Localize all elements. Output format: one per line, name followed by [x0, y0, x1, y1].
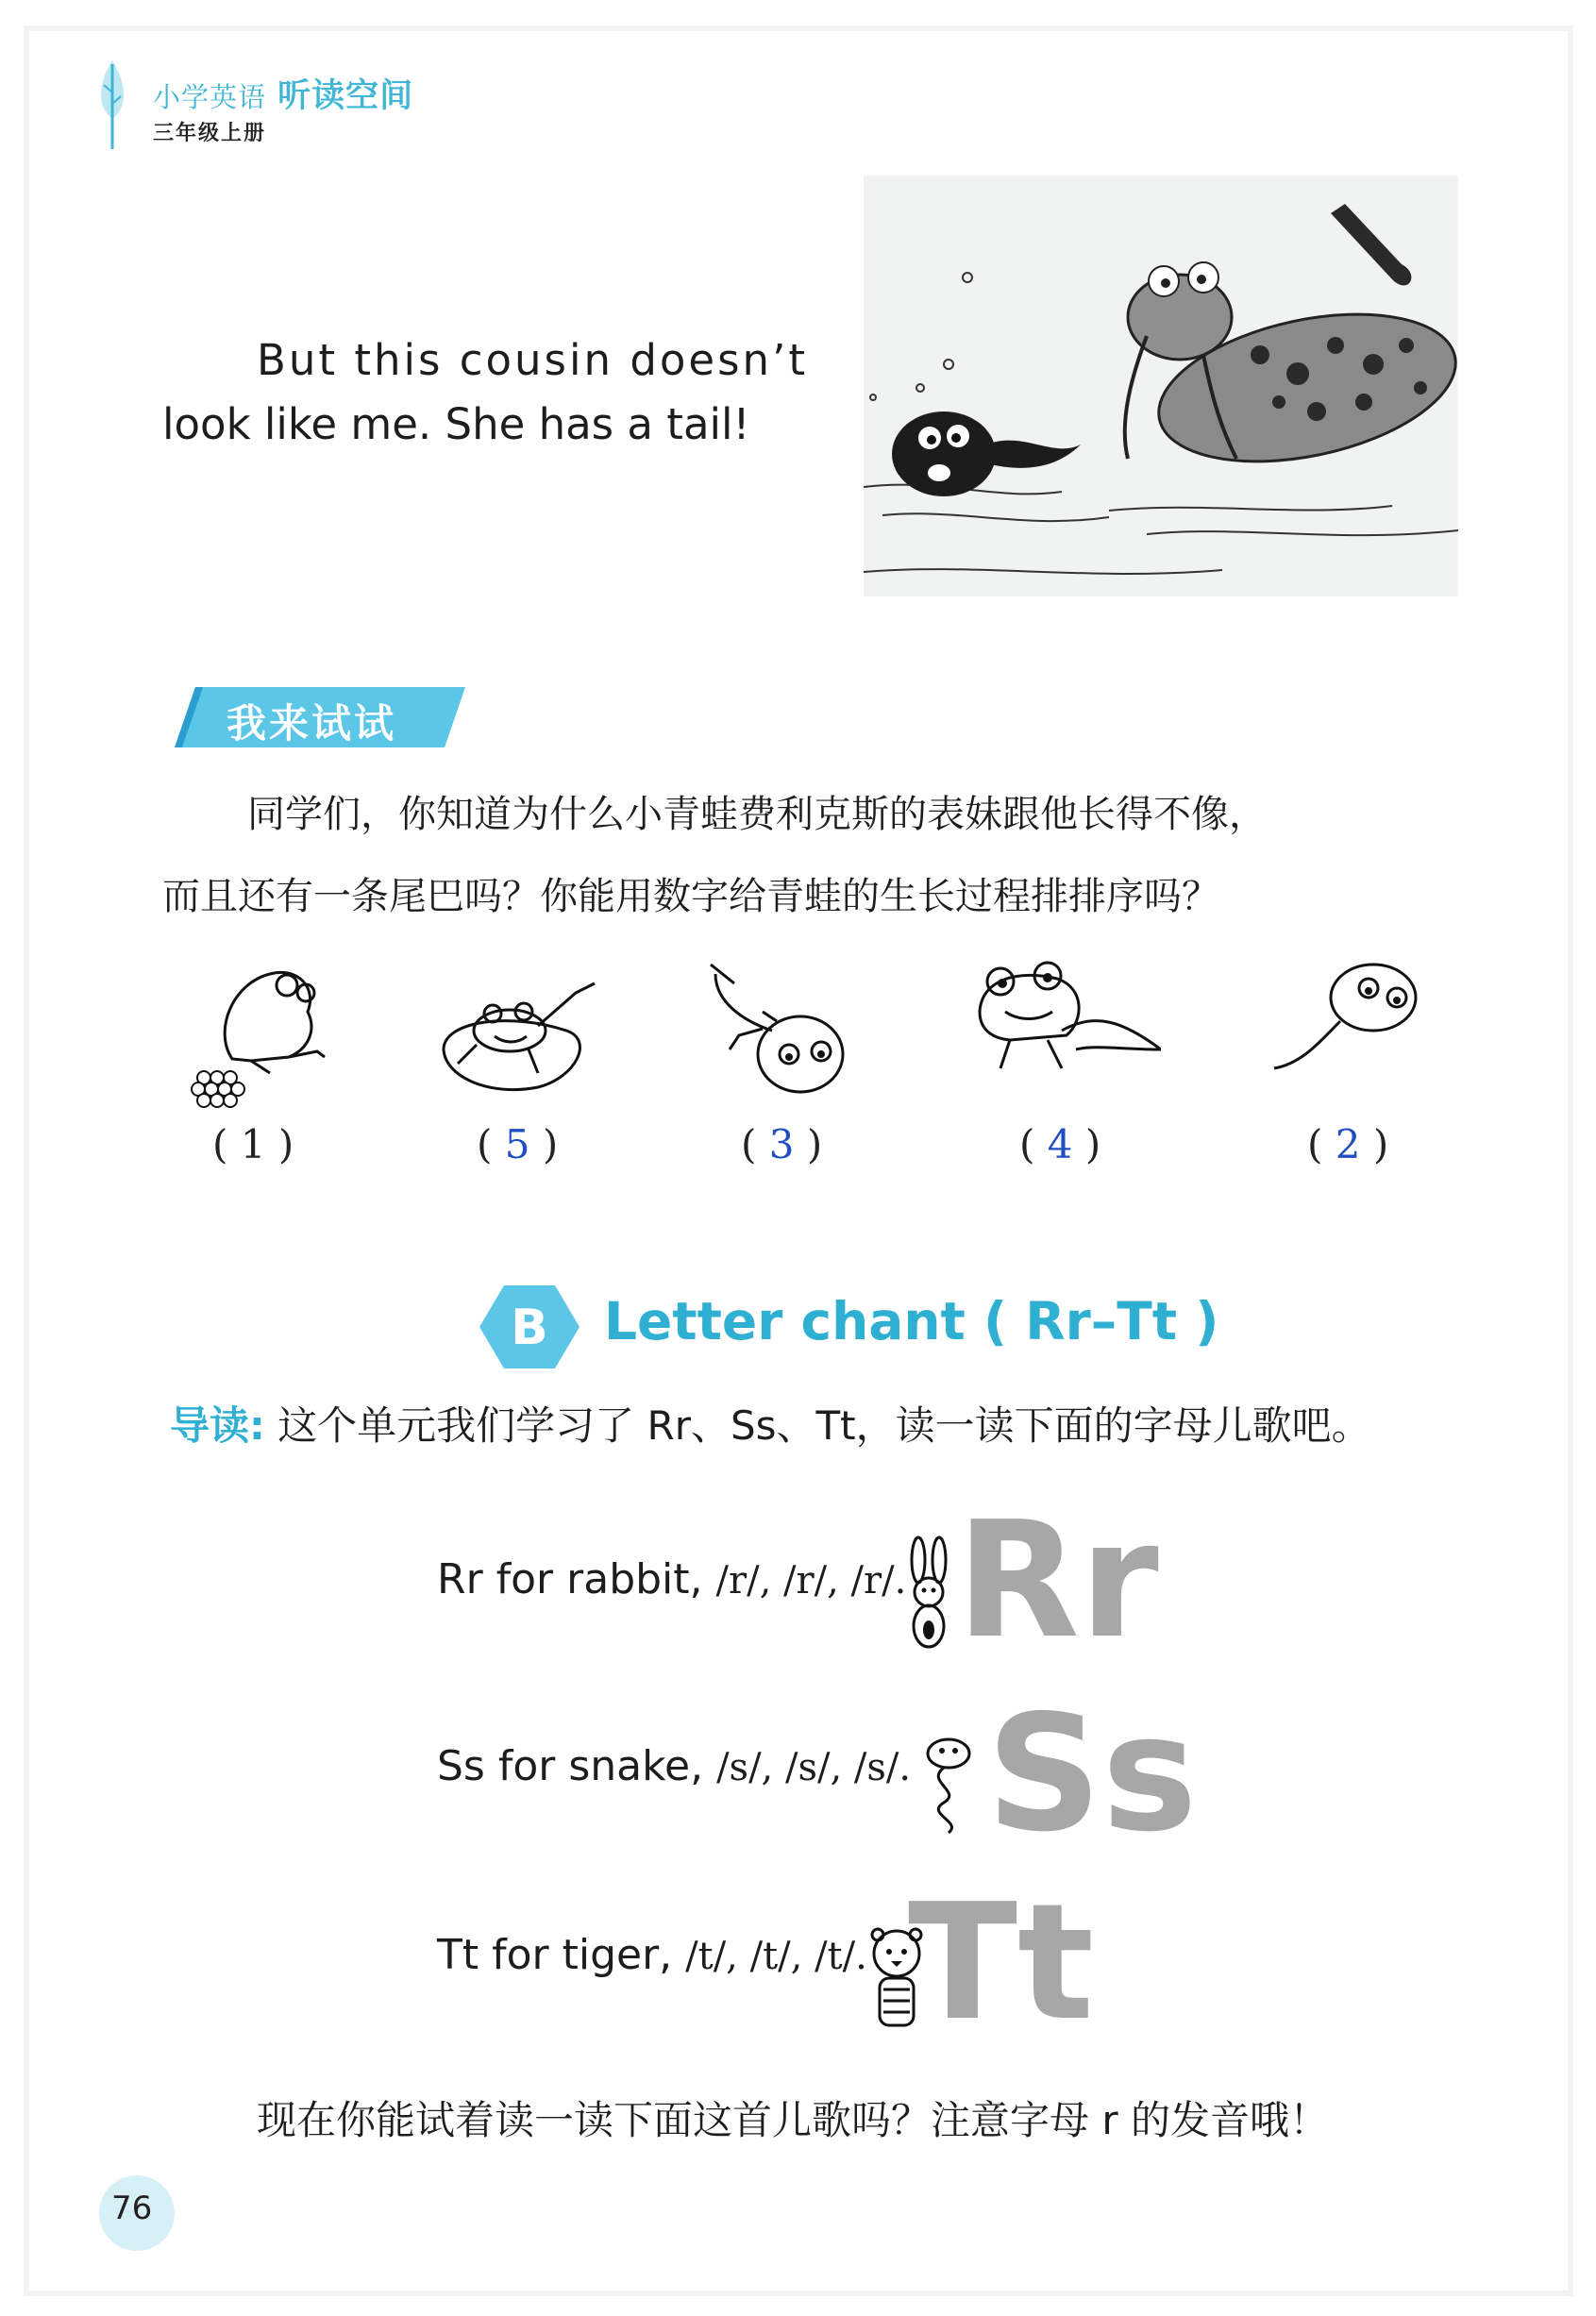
closing-instruction: 现在你能试着读一读下面这首儿歌吗？注意字母 r 的发音哦！: [257, 2097, 1329, 2143]
chant-text: Tt for tiger,: [437, 1931, 673, 1979]
task-line-2: 而且还有一条尾巴吗？你能用数字给青蛙的生长过程排排序吗？: [162, 875, 1219, 918]
series-title-part2: 听读空间: [277, 77, 414, 115]
part-b-badge: [479, 1284, 580, 1370]
letter-chant-title: Letter chant ( Rr–Tt ): [604, 1291, 1219, 1351]
frog-on-lily-pad-icon: [434, 946, 623, 1116]
grade-label: 三年级上册: [153, 122, 267, 145]
big-letters-rr: Rr: [956, 1487, 1159, 1674]
answer-value: 5: [504, 1121, 530, 1167]
chant-line-r: [437, 1555, 906, 1603]
guide-text: [170, 1395, 1371, 1452]
answer-3: ( 3 ): [741, 1121, 823, 1167]
series-title: [153, 70, 413, 117]
task-line-1: 同学们，你知道为什么小青蛙费利克斯的表妹跟他长得不像，: [247, 793, 1267, 836]
answer-2: ( 5 ): [477, 1121, 559, 1167]
chant-ipa: /t/, /t/, /t/.: [685, 1935, 867, 1978]
big-letters-ss: Ss: [986, 1681, 1198, 1868]
chant-text: Ss for snake,: [437, 1742, 704, 1790]
chant-ipa: /s/, /s/, /s/.: [716, 1746, 912, 1789]
frog-and-tadpole-illustration: [864, 176, 1458, 596]
big-letters-tt: Tt: [908, 1870, 1095, 2056]
answer-4: ( 4 ): [1019, 1121, 1101, 1167]
answer-value: 1: [240, 1121, 266, 1167]
answer-value: 4: [1047, 1121, 1073, 1167]
chant-text: Rr for rabbit,: [437, 1555, 703, 1603]
snake-icon: [916, 1735, 982, 1838]
answer-value: 3: [768, 1121, 795, 1167]
froglet-with-tail-icon: [972, 946, 1161, 1116]
chant-line-s: [437, 1742, 911, 1790]
page-number: 76: [111, 2190, 153, 2227]
part-b-badge-letter: B: [511, 1300, 548, 1356]
chant-line-t: [437, 1931, 867, 1979]
tree-logo-icon: [89, 55, 136, 153]
answer-value: 2: [1335, 1121, 1361, 1167]
story-line-2: look like me. She has a tail!: [162, 399, 750, 449]
series-title-part1: 小学英语: [153, 81, 267, 113]
rabbit-icon: [901, 1534, 958, 1652]
answer-5: ( 2 ): [1307, 1121, 1389, 1167]
section-tag: 我来试试: [227, 700, 397, 747]
tadpole-icon: [1265, 946, 1453, 1116]
task-paragraph: [162, 774, 1484, 938]
story-text: [162, 328, 861, 457]
chant-ipa: /r/, /r/, /r/.: [715, 1559, 907, 1603]
guide-content: 这个单元我们学习了 Rr、Ss、Tt，读一读下面的字母儿歌吧。: [277, 1402, 1371, 1449]
tadpole-with-legs-icon: [697, 946, 885, 1116]
frog-with-eggs-icon: [176, 946, 364, 1116]
guide-label: 导读:: [170, 1402, 265, 1449]
story-line-1: But this cousin doesn’t: [257, 335, 809, 385]
answer-1: ( 1 ): [212, 1121, 294, 1167]
